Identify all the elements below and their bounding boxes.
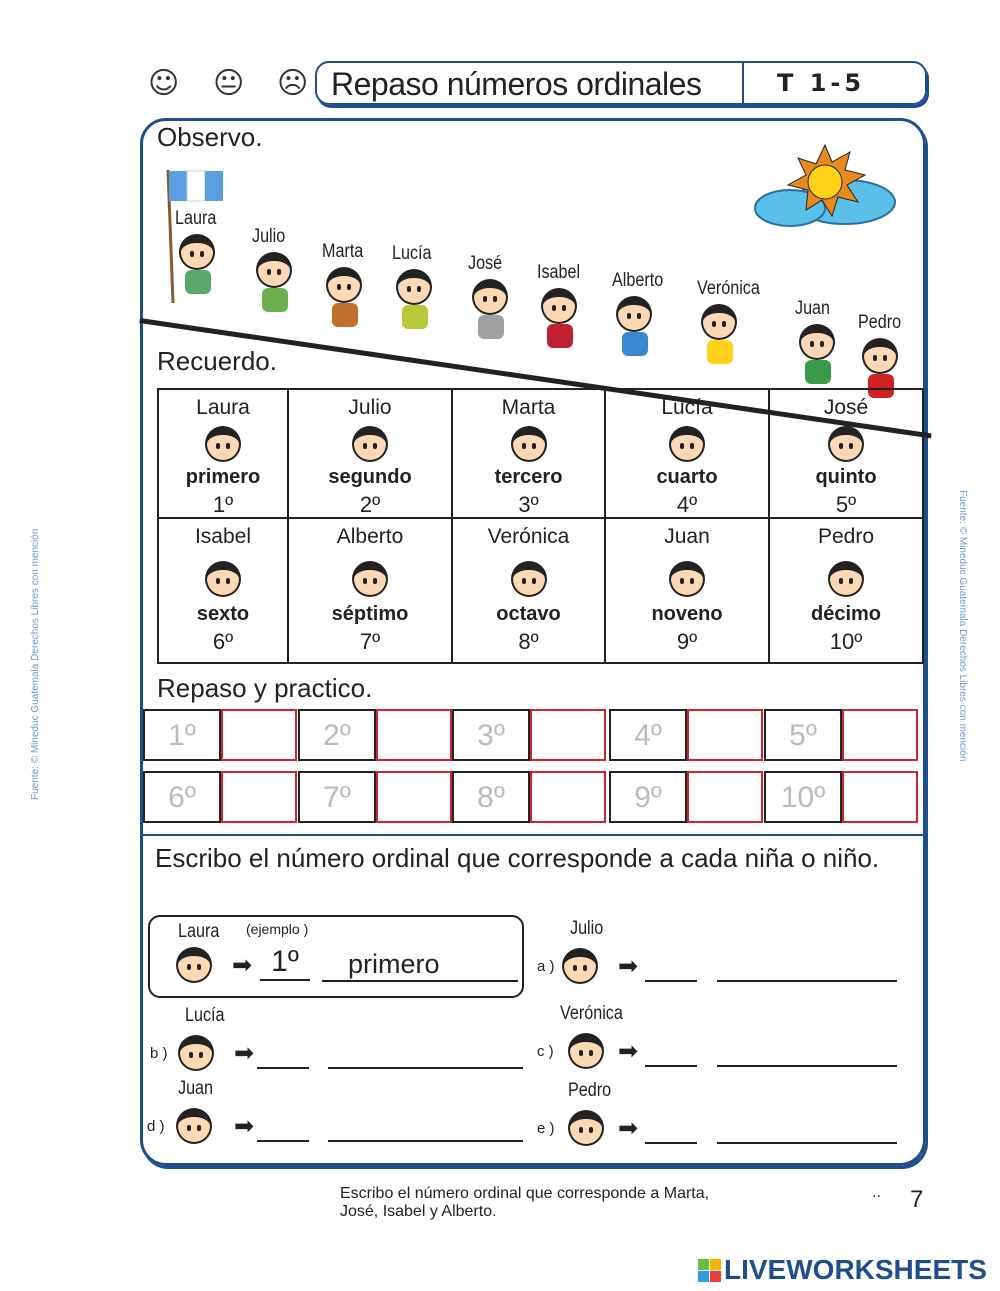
ordinal-number: 6º bbox=[212, 629, 234, 654]
ordinal-word: tercero bbox=[494, 466, 563, 488]
neutral-face-icon[interactable]: 😐 bbox=[213, 66, 245, 101]
sun-cloud-icon bbox=[750, 140, 910, 235]
arrow-right-icon: ➡ bbox=[618, 952, 639, 980]
answer-box[interactable] bbox=[687, 709, 763, 761]
child-face-icon bbox=[352, 561, 388, 597]
ordinal-hint: 5º bbox=[764, 709, 842, 761]
exercise-name: Julio bbox=[570, 918, 604, 939]
word-answer-line[interactable] bbox=[717, 1142, 897, 1144]
liveworksheets-logo[interactable] bbox=[698, 1254, 987, 1286]
child-face-icon bbox=[828, 561, 864, 597]
child-figure-icon bbox=[256, 252, 294, 312]
child-face-icon bbox=[205, 426, 241, 462]
section-remember: Recuerdo. bbox=[157, 346, 277, 376]
lesson-code: T 1-5 bbox=[777, 69, 866, 97]
practice-pair bbox=[452, 771, 606, 823]
section-divider bbox=[142, 834, 924, 836]
child-figure-icon bbox=[396, 269, 434, 329]
ordinal-number: 10º bbox=[829, 629, 863, 654]
child-figure-icon bbox=[541, 288, 579, 348]
example-box bbox=[148, 915, 524, 998]
number-answer-line[interactable] bbox=[645, 1065, 697, 1067]
ordinal-number: 8º bbox=[518, 629, 539, 654]
parade-name: Marta bbox=[322, 241, 364, 262]
ordinal-hint: 7º bbox=[298, 771, 376, 823]
exercise-letter: c ) bbox=[537, 1043, 554, 1060]
happy-face-icon[interactable]: ☺ bbox=[148, 66, 180, 101]
exercise-letter: d ) bbox=[147, 1118, 165, 1135]
ordinal-number: 3º bbox=[518, 492, 539, 517]
parade-name: Pedro bbox=[858, 312, 902, 333]
number-answer-line[interactable] bbox=[645, 1142, 697, 1144]
word-answer-line[interactable] bbox=[328, 1067, 523, 1069]
child-face-icon bbox=[511, 561, 547, 597]
answer-box[interactable] bbox=[376, 709, 452, 761]
practice-pair bbox=[143, 771, 297, 823]
ordinal-hint: 2º bbox=[298, 709, 376, 761]
child-face-icon bbox=[562, 948, 598, 984]
ordinal-cell bbox=[769, 518, 923, 663]
child-face-icon bbox=[176, 1108, 212, 1144]
footer-note: Escribo el número ordinal que corresponde a Marta, José, Isabel y Alberto. bbox=[340, 1185, 710, 1220]
exercise-name: Verónica bbox=[560, 1003, 623, 1024]
child-face-icon bbox=[568, 1110, 604, 1146]
practice-pair bbox=[609, 771, 763, 823]
child-face-icon bbox=[669, 561, 705, 597]
ordinal-word: séptimo bbox=[331, 603, 409, 625]
exercise-letter: a ) bbox=[537, 958, 555, 975]
child-name: Marta bbox=[501, 396, 556, 419]
parade-name: Laura bbox=[175, 208, 217, 229]
example-word: primero bbox=[322, 949, 518, 982]
practice-pair bbox=[609, 709, 763, 761]
ordinal-cell bbox=[769, 389, 923, 518]
child-face-icon bbox=[511, 426, 547, 462]
answer-box[interactable] bbox=[530, 771, 606, 823]
child-name: Lucía bbox=[661, 396, 713, 419]
number-answer-line[interactable] bbox=[645, 980, 697, 982]
answer-box[interactable] bbox=[221, 709, 297, 761]
arrow-right-icon: ➡ bbox=[232, 951, 253, 979]
practice-pair bbox=[764, 771, 918, 823]
ordinal-word: décimo bbox=[810, 603, 882, 625]
page-number: 7 bbox=[910, 1186, 924, 1213]
ordinal-cell bbox=[158, 389, 288, 518]
child-figure-icon bbox=[701, 304, 739, 364]
answer-box[interactable] bbox=[221, 771, 297, 823]
number-answer-line[interactable] bbox=[257, 1067, 309, 1069]
table-row bbox=[158, 518, 923, 663]
ordinal-cell bbox=[452, 518, 605, 663]
parade-name: Verónica bbox=[697, 278, 760, 299]
ordinal-cell bbox=[158, 518, 288, 663]
answer-box[interactable] bbox=[687, 771, 763, 823]
parade-name: Isabel bbox=[537, 262, 581, 283]
page-title: Repaso números ordinales bbox=[331, 66, 702, 102]
ordinal-hint: 8º bbox=[452, 771, 530, 823]
child-face-icon bbox=[352, 426, 388, 462]
ordinal-word: segundo bbox=[328, 466, 412, 488]
ordinal-hint: 6º bbox=[143, 771, 221, 823]
child-face-icon bbox=[669, 426, 705, 462]
child-figure-icon bbox=[472, 279, 510, 339]
word-answer-line[interactable] bbox=[717, 980, 897, 982]
ordinal-word: octavo bbox=[496, 603, 561, 625]
table-row bbox=[158, 389, 923, 518]
title-box bbox=[315, 61, 927, 105]
child-face-icon bbox=[828, 426, 864, 462]
ordinal-cell bbox=[605, 389, 769, 518]
ordinal-word: noveno bbox=[651, 603, 723, 625]
ordinals-table bbox=[157, 388, 924, 664]
exercise-name: Pedro bbox=[568, 1080, 612, 1101]
ordinal-hint: 3º bbox=[452, 709, 530, 761]
example-number: 1º bbox=[260, 945, 310, 981]
word-answer-line[interactable] bbox=[328, 1140, 523, 1142]
child-name: José bbox=[823, 396, 869, 419]
child-name: Alberto bbox=[336, 525, 404, 548]
child-figure-icon bbox=[799, 324, 837, 384]
child-figure-icon bbox=[616, 296, 654, 356]
divider bbox=[742, 63, 744, 103]
example-name: Laura bbox=[178, 921, 220, 942]
ordinal-word: sexto bbox=[196, 603, 250, 625]
child-face-icon bbox=[178, 1035, 214, 1071]
child-name: Pedro bbox=[817, 525, 875, 548]
practice-pair bbox=[298, 709, 452, 761]
logo-icon bbox=[698, 1259, 721, 1282]
child-figure-icon bbox=[179, 234, 217, 294]
practice-pair bbox=[452, 709, 606, 761]
ordinal-hint: 9º bbox=[609, 771, 687, 823]
answer-box[interactable] bbox=[376, 771, 452, 823]
child-figure-icon bbox=[326, 267, 364, 327]
word-answer-line[interactable] bbox=[717, 1065, 897, 1067]
answer-box[interactable] bbox=[530, 709, 606, 761]
source-note-left: Fuente: © Mineduc Guatemala Derechos Libres con mención bbox=[30, 528, 41, 800]
arrow-right-icon: ➡ bbox=[234, 1039, 255, 1067]
parade-name: Lucía bbox=[392, 243, 432, 264]
ordinal-cell bbox=[288, 389, 452, 518]
ordinal-number: 9º bbox=[676, 629, 698, 654]
example-label: (ejemplo ) bbox=[246, 921, 309, 937]
ordinal-number: 2º bbox=[359, 492, 381, 517]
child-name: Julio bbox=[348, 396, 392, 419]
brand-text: LIVEWORKSHEETS bbox=[724, 1254, 987, 1285]
practice-pair bbox=[298, 771, 452, 823]
ordinal-number: 4º bbox=[676, 492, 698, 517]
child-face-icon bbox=[205, 561, 241, 597]
ordinal-hint: 4º bbox=[609, 709, 687, 761]
number-answer-line[interactable] bbox=[257, 1140, 309, 1142]
ordinal-number: 1º bbox=[212, 492, 234, 517]
ordinal-word: quinto bbox=[815, 466, 877, 488]
ordinal-word: cuarto bbox=[656, 466, 718, 488]
sad-face-icon[interactable]: ☹ bbox=[277, 66, 309, 101]
parade-name: José bbox=[468, 253, 503, 274]
child-name: Juan bbox=[664, 525, 710, 548]
ordinal-hint: 1º bbox=[143, 709, 221, 761]
arrow-right-icon: ➡ bbox=[234, 1112, 255, 1140]
exercise-letter: b ) bbox=[150, 1045, 168, 1062]
practice-pair bbox=[143, 709, 297, 761]
ordinal-cell bbox=[605, 518, 769, 663]
child-name: Isabel bbox=[194, 525, 252, 548]
practice-pair bbox=[764, 709, 918, 761]
section-practice: Repaso y practico. bbox=[157, 673, 373, 703]
parade-name: Julio bbox=[252, 226, 286, 247]
child-face-icon bbox=[568, 1033, 604, 1069]
parade-name: Juan bbox=[795, 298, 831, 319]
exercise-letter: e ) bbox=[537, 1120, 555, 1137]
parade-name: Alberto bbox=[612, 270, 664, 291]
laura-face-icon bbox=[176, 947, 212, 983]
ordinal-word: primero bbox=[185, 466, 261, 488]
source-note-right: Fuente: © Mineduc Guatemala Derechos Libres con mención bbox=[957, 490, 968, 762]
answer-box[interactable] bbox=[842, 771, 918, 823]
ordinal-cell bbox=[452, 389, 605, 518]
arrow-right-icon: ➡ bbox=[618, 1114, 639, 1142]
ordinal-number: 7º bbox=[359, 629, 381, 654]
ordinal-hint: 10º bbox=[764, 771, 842, 823]
arrow-right-icon: ➡ bbox=[618, 1037, 639, 1065]
child-name: Laura bbox=[196, 396, 250, 419]
exercise-instruction: Escribo el número ordinal que corresponde a cada niña o niño. bbox=[155, 843, 880, 873]
ordinal-cell bbox=[288, 518, 452, 663]
answer-box[interactable] bbox=[842, 709, 918, 761]
section-observe: Observo. bbox=[157, 122, 263, 152]
ordinal-number: 5º bbox=[835, 492, 857, 517]
footer-mark: .. bbox=[872, 1184, 881, 1201]
exercise-name: Juan bbox=[178, 1078, 214, 1099]
child-name: Verónica bbox=[487, 525, 570, 548]
exercise-name: Lucía bbox=[185, 1005, 225, 1026]
